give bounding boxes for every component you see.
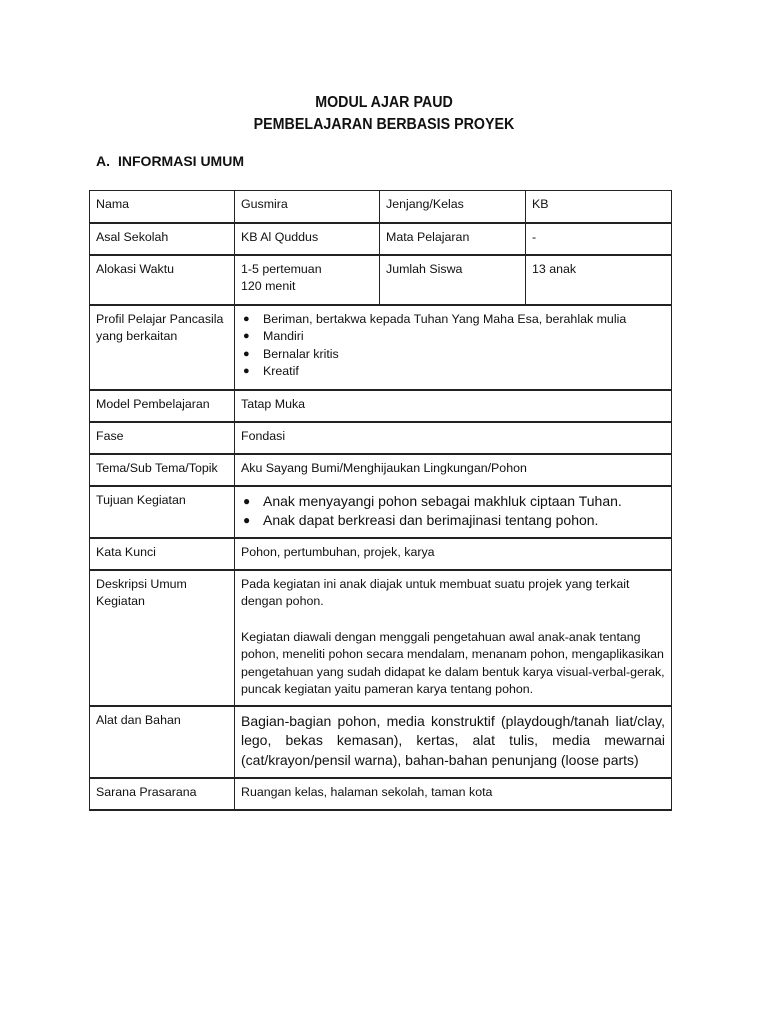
section-title: INFORMASI UMUM — [118, 153, 244, 169]
table-row — [90, 454, 672, 486]
table-row — [90, 486, 672, 538]
list-item: ● Bernalar kritis — [241, 346, 665, 364]
cell-value — [235, 486, 672, 538]
alokasi-line: 1-5 pertemuan — [241, 261, 322, 276]
table-row — [90, 706, 672, 778]
cell-label: Tema/Sub Tema/Topik — [90, 454, 235, 486]
section-letter: A. — [96, 153, 110, 169]
profil-list — [241, 311, 665, 381]
cell-label: Jenjang/Kelas — [380, 191, 526, 223]
table-row — [90, 223, 672, 255]
document-title: MODUL AJAR PAUD — [315, 94, 453, 111]
cell-label: Mata Pelajaran — [380, 223, 526, 255]
cell-value: Fondasi — [235, 422, 672, 454]
cell-value: Ruangan kelas, halaman sekolah, taman kota — [235, 778, 672, 810]
cell-label: Fase — [90, 422, 235, 454]
tujuan-list — [241, 492, 665, 530]
cell-label: Kata Kunci — [90, 538, 235, 570]
cell-value: - — [526, 223, 672, 255]
cell-value — [235, 570, 672, 706]
info-table — [89, 190, 672, 811]
cell-label: Jumlah Siswa — [380, 255, 526, 305]
section-heading — [96, 151, 244, 171]
cell-value: KB — [526, 191, 672, 223]
table-row — [90, 570, 672, 706]
cell-value: KB Al Quddus — [235, 223, 380, 255]
cell-label: Sarana Prasarana — [90, 778, 235, 810]
cell-value — [235, 255, 380, 305]
table-row — [90, 255, 672, 305]
table-row — [90, 538, 672, 570]
cell-value: Gusmira — [235, 191, 380, 223]
table-row — [90, 390, 672, 422]
cell-value: Aku Sayang Bumi/Menghijaukan Lingkungan/Pohon — [235, 454, 672, 486]
list-item: ● Anak dapat berkreasi dan berimajinasi tentang pohon. — [241, 511, 665, 530]
cell-value — [235, 305, 672, 390]
deskripsi-paragraph: Kegiatan diawali dengan menggali pengetahuan awal anak-anak tentang pohon, meneliti pohon secara mendalam, menanam pohon, mengaplikasikan pengetahuan yang sudah didapat ke dalam bentuk karya visual-verbal-gerak, puncak kegiatan yaitu pameran karya tentang pohon. — [241, 629, 665, 696]
table-row — [90, 778, 672, 810]
table-row — [90, 191, 672, 223]
document-subtitle: PEMBELAJARAN BERBASIS PROYEK — [253, 116, 515, 133]
cell-label: Alokasi Waktu — [90, 255, 235, 305]
cell-label: Nama — [90, 191, 235, 223]
cell-label: Tujuan Kegiatan — [90, 486, 235, 538]
list-item: ● Mandiri — [241, 328, 665, 346]
table-row — [90, 305, 672, 390]
list-item: ● Kreatif — [241, 363, 665, 381]
cell-value: Tatap Muka — [235, 390, 672, 422]
deskripsi-paragraph: Pada kegiatan ini anak diajak untuk membuat suatu projek yang terkait dengan pohon. — [241, 576, 630, 608]
cell-label: Model Pembelajaran — [90, 390, 235, 422]
alokasi-line: 120 menit — [241, 279, 296, 293]
cell-value: Pohon, pertumbuhan, projek, karya — [235, 538, 672, 570]
cell-label: Profil Pelajar Pancasila yang berkaitan — [90, 305, 235, 390]
list-item: ● Beriman, bertakwa kepada Tuhan Yang Maha Esa, berahlak mulia — [241, 311, 665, 329]
cell-label: Deskripsi Umum Kegiatan — [90, 570, 235, 706]
cell-value: Bagian-bagian pohon, media konstruktif (playdough/tanah liat/clay, lego, bekas kemasan), kertas, alat tulis, media mewarnai (cat/krayon/pensil warna), bahan-bahan penunjang (loose parts) — [235, 706, 672, 778]
cell-label: Asal Sekolah — [90, 223, 235, 255]
cell-label: Alat dan Bahan — [90, 706, 235, 778]
cell-value: 13 anak — [526, 255, 672, 305]
list-item: ● Anak menyayangi pohon sebagai makhluk ciptaan Tuhan. — [241, 492, 665, 511]
table-row — [90, 422, 672, 454]
